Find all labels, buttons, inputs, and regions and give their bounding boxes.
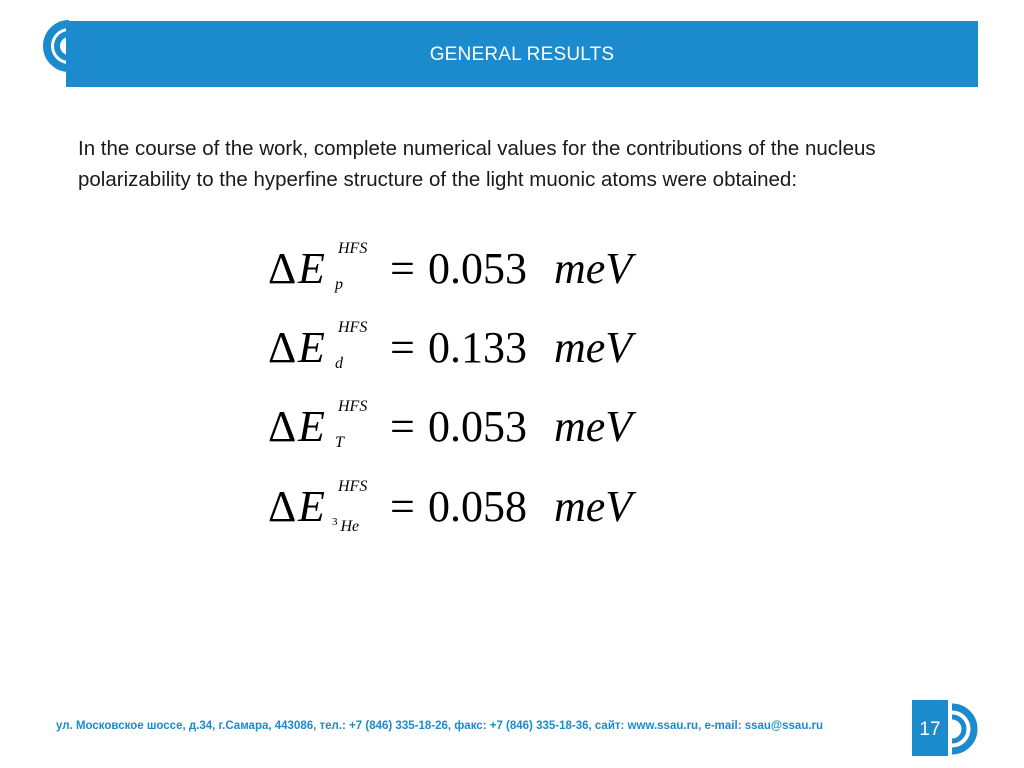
superscript: HFS bbox=[338, 240, 368, 257]
superscript: HFS bbox=[338, 319, 368, 336]
subscript: $^3$ He bbox=[332, 516, 360, 535]
ssau-half-logo-icon bbox=[950, 703, 978, 755]
formula-unit: meV bbox=[554, 244, 633, 293]
formula-value: 0.053 bbox=[428, 402, 527, 451]
page-title: GENERAL RESULTS bbox=[429, 44, 615, 65]
formula-triton bbox=[268, 398, 688, 462]
equals-sign: = bbox=[390, 482, 415, 531]
formula-proton bbox=[268, 240, 688, 304]
delta-symbol: Δ bbox=[268, 323, 297, 372]
formula-value: 0.133 bbox=[428, 323, 527, 372]
page-number: 17 bbox=[919, 719, 941, 740]
formula-helium3 bbox=[268, 478, 688, 542]
formula-value: 0.053 bbox=[428, 244, 527, 293]
subscript: p bbox=[335, 276, 343, 293]
formula-deuteron bbox=[268, 319, 688, 383]
superscript: HFS bbox=[338, 478, 368, 495]
delta-symbol: Δ bbox=[268, 244, 297, 293]
delta-symbol: Δ bbox=[268, 402, 297, 451]
formula-value: 0.058 bbox=[428, 482, 527, 531]
equals-sign: = bbox=[390, 244, 415, 293]
equals-sign: = bbox=[390, 402, 415, 451]
header-bar bbox=[66, 21, 978, 87]
intro-paragraph: In the course of the work, complete numerical values for the contributions of the nucleus polarizability to the hyperfine structure of the light muonic atoms were obtained: bbox=[78, 137, 876, 191]
equals-sign: = bbox=[390, 323, 415, 372]
formula-unit: meV bbox=[554, 402, 633, 451]
subscript: T bbox=[335, 434, 344, 451]
energy-symbol: E bbox=[298, 244, 325, 293]
energy-symbol: E bbox=[298, 482, 325, 531]
superscript: HFS bbox=[338, 398, 368, 415]
formula-unit: meV bbox=[554, 482, 633, 531]
page-number-box bbox=[912, 700, 948, 756]
formula-unit: meV bbox=[554, 323, 633, 372]
delta-symbol: Δ bbox=[268, 482, 297, 531]
energy-symbol: E bbox=[298, 323, 325, 372]
footer-address: ул. Московское шоссе, д.34, г.Самара, 443086, тел.: +7 (846) 335-18-26, факс: +7 (846) 335-18-36, сайт: www.ssau.ru, e-mail: ssau@ssau.ru bbox=[56, 720, 824, 732]
subscript: d bbox=[335, 355, 343, 372]
energy-symbol: E bbox=[298, 402, 325, 451]
